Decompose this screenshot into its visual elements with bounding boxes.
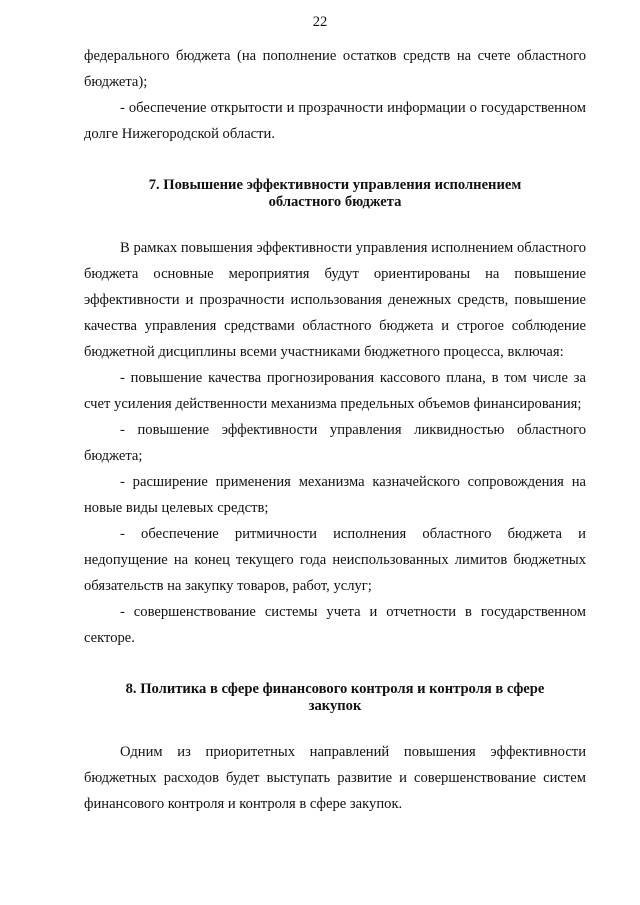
section-7-bullet: - повышение качества прогнозирования кассового плана, в том числе за счет усиления действенности механизма предельных объемов финансирования; xyxy=(84,370,586,412)
document-body xyxy=(84,43,586,817)
section-8-heading-line-2: закупок xyxy=(308,698,362,714)
intro-bullet: - обеспечение открытости и прозрачности информации о государственном долге Нижегородской области. xyxy=(84,100,586,142)
intro-paragraph: федерального бюджета (на пополнение остатков средств на счете областного бюджета); xyxy=(84,48,586,90)
section-7-bullet: - совершенствование системы учета и отчетности в государственном секторе. xyxy=(84,604,586,646)
section-7-heading-line-1: 7. Повышение эффективности управления исполнением xyxy=(148,177,522,193)
section-8-paragraph: Одним из приоритетных направлений повышения эффективности бюджетных расходов будет выступать развитие и совершенствование систем финансового контроля и контроля в сфере закупок. xyxy=(84,744,586,812)
section-7-heading xyxy=(84,177,586,211)
section-8-heading-line-1: 8. Политика в сфере финансового контроля и контроля в сфере xyxy=(125,681,545,697)
section-7-bullet: - повышение эффективности управления ликвидностью областного бюджета; xyxy=(84,422,586,464)
section-7-bullet: - расширение применения механизма казначейского сопровождения на новые виды целевых средств; xyxy=(84,474,586,516)
section-7-bullet: - обеспечение ритмичности исполнения областного бюджета и недопущение на конец текущего года неиспользованных лимитов бюджетных обязательств на закупку товаров, работ, услуг; xyxy=(84,526,586,594)
page-number: 22 xyxy=(312,14,328,30)
section-8-heading xyxy=(84,681,586,715)
section-7-paragraph: В рамках повышения эффективности управления исполнением областного бюджета основные мероприятия будут ориентированы на повышение эффективности и прозрачности использования денежных средств, повышение качества управления средствами областного бюджета и строгое соблюдение бюджетной дисциплины всеми участниками бюджетного процесса, включая: xyxy=(84,240,586,360)
section-7-heading-line-2: областного бюджета xyxy=(268,194,402,210)
